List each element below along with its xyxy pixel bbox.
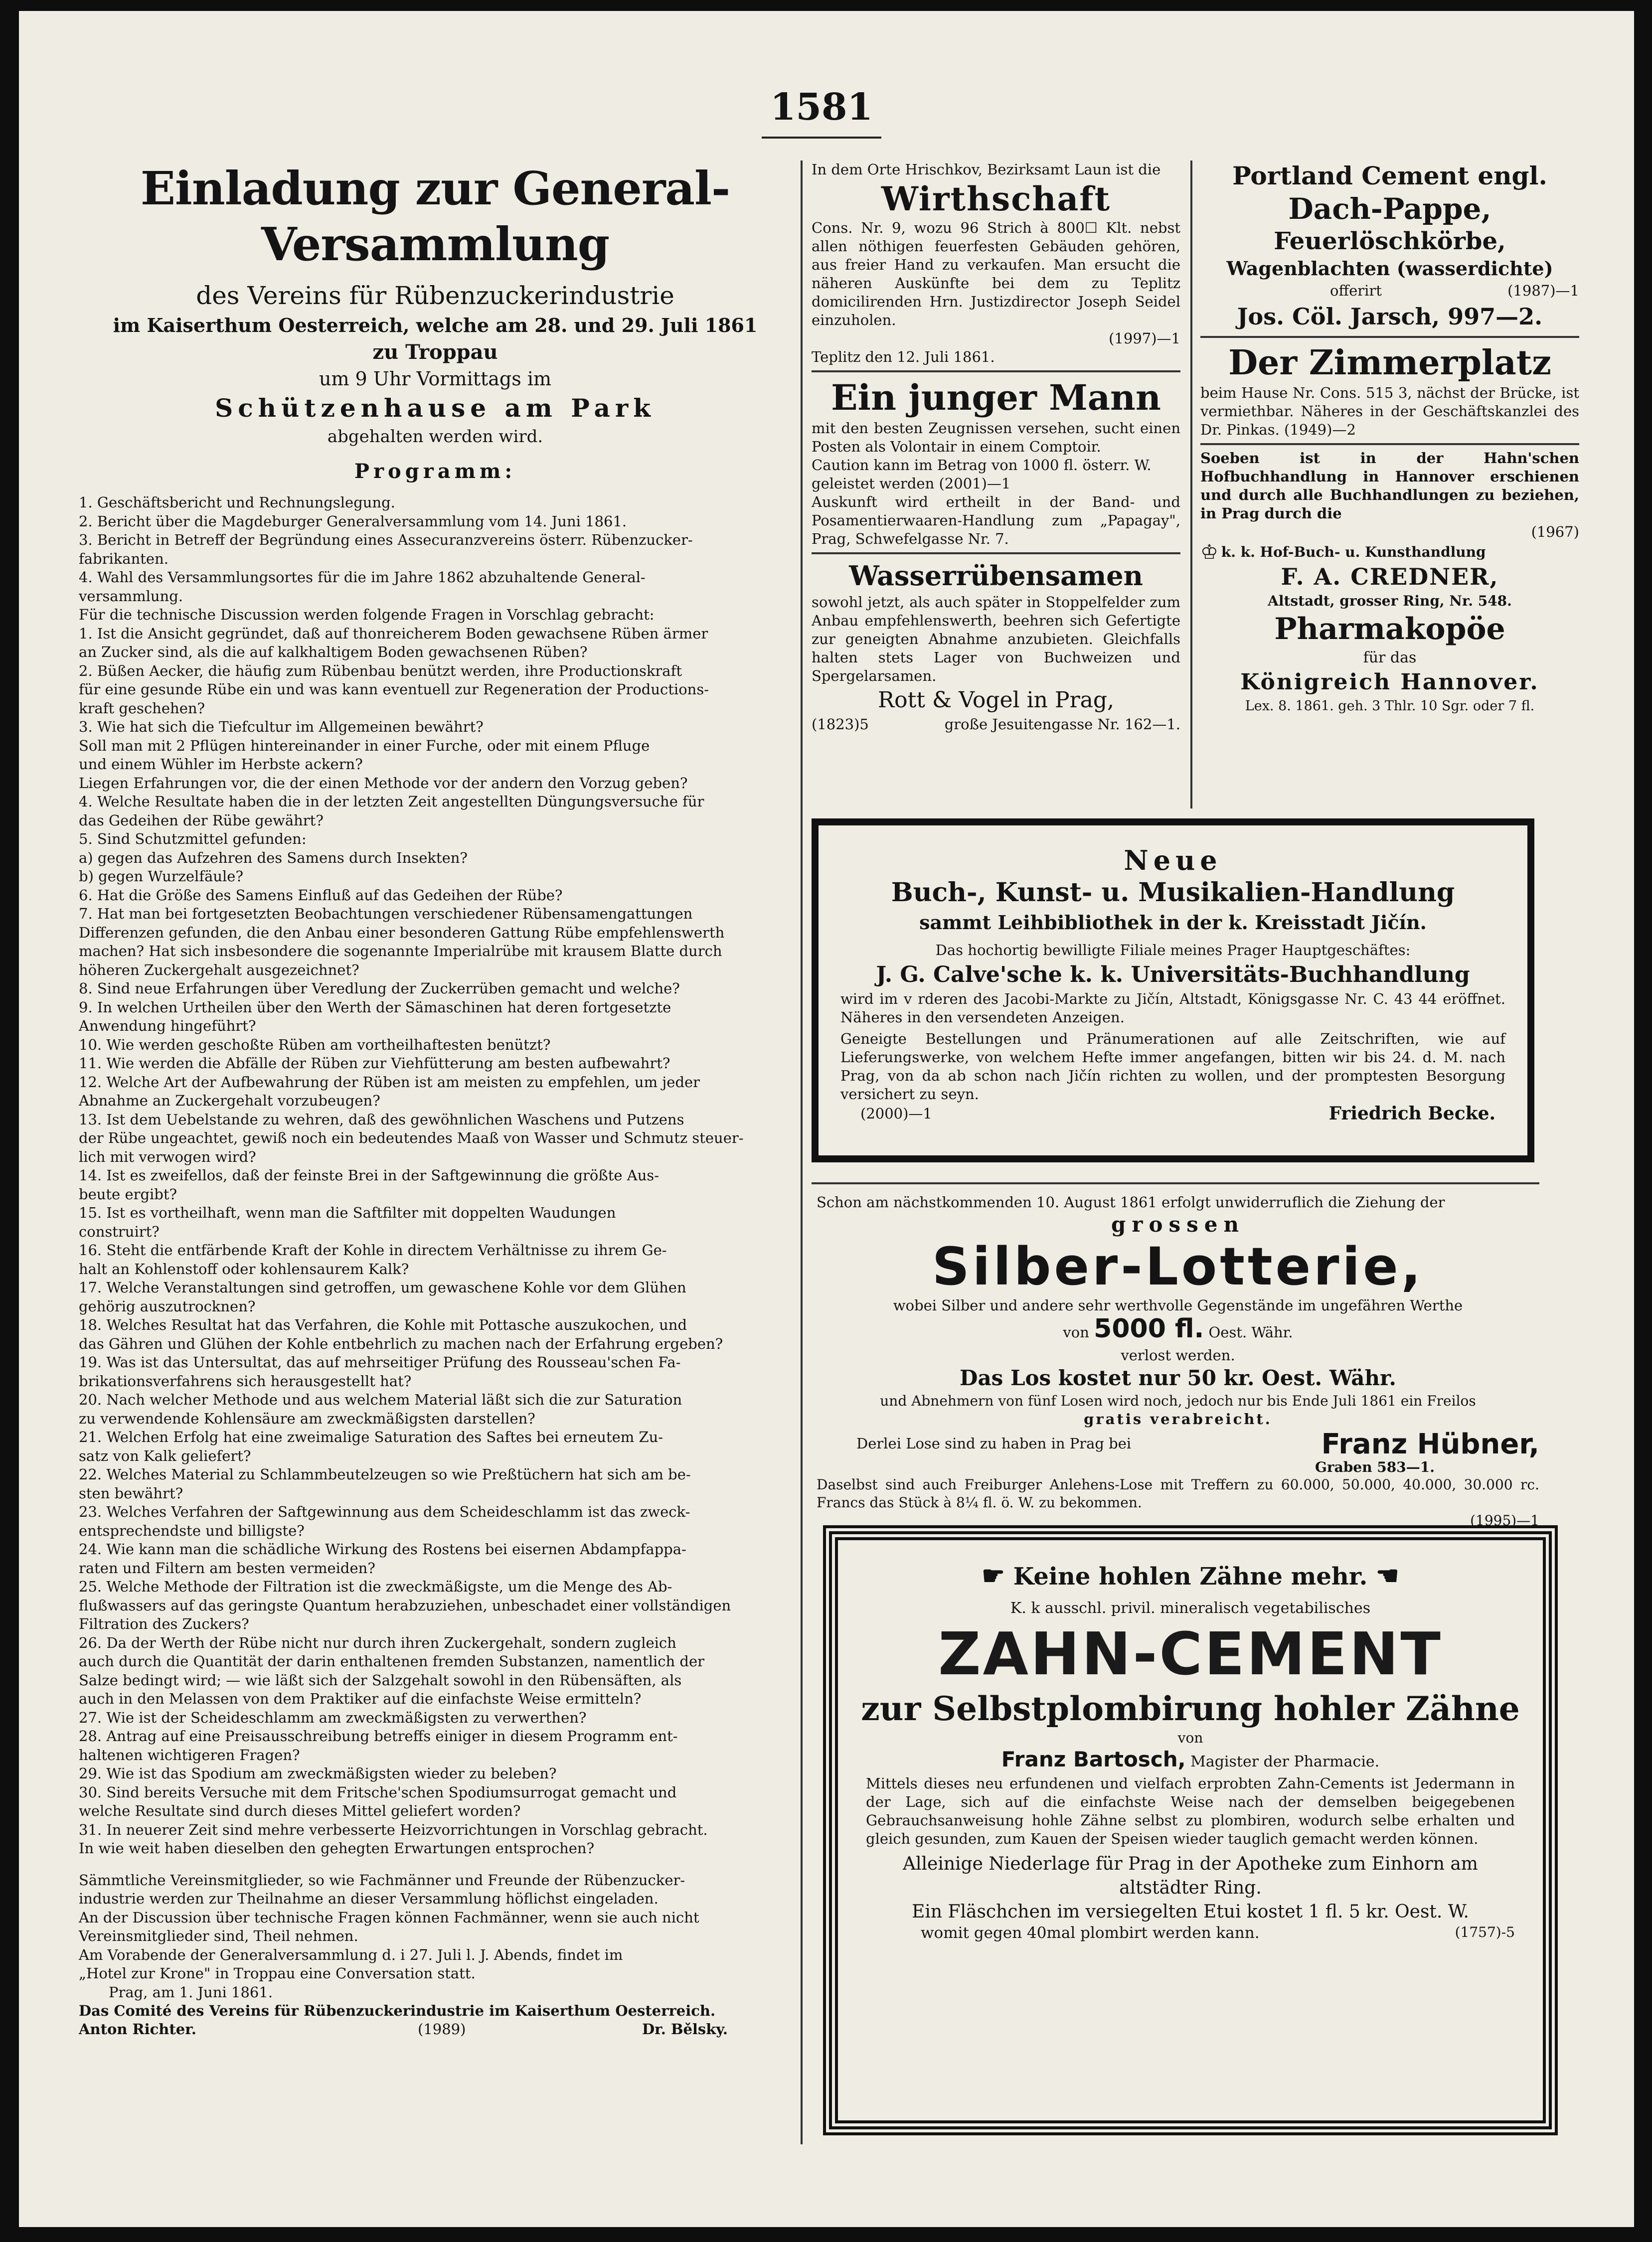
- cement-ad-line1: Portland Cement engl.: [1232, 161, 1547, 190]
- lottery-vendor-address: Graben 583—1.: [1315, 1459, 1435, 1475]
- signature-row: [79, 2020, 792, 2040]
- pharma-ad-price: Lex. 8. 1861. geh. 3 Thlr. 10 Sgr. oder 7 fl.: [1245, 698, 1535, 714]
- text-line: 3. Bericht in Betreff der Begründung eines Assecuranzvereins österr. Rübenzucker-: [79, 531, 693, 548]
- lottery-price: Das Los kostet nur 50 kr. Oest. Währ.: [960, 1366, 1396, 1390]
- page-number-rule: [762, 137, 881, 139]
- text-line: der Rübe ungeachtet, gewiß noch ein bedeutendes Maaß von Wasser und Schmutz steuer-: [79, 1129, 744, 1146]
- text-line: 19. Was ist das Untersultat, das auf mehrseitiger Prüfung des Rousseau'schen Fa-: [79, 1354, 681, 1371]
- lottery-value-row: [817, 1315, 1539, 1346]
- text-line: 30. Sind bereits Versuche mit dem Fritsche'schen Spodiumsurrogat gemacht und: [79, 1783, 677, 1801]
- text-line: 15. Ist es vortheilhaft, wenn man die Saftfilter mit doppelten Waudungen: [79, 1204, 616, 1221]
- room-ad-heading: Der Zimmerplatz: [1228, 343, 1551, 383]
- seed-ad-firm: Rott & Vogel in Prag,: [877, 687, 1115, 713]
- text-line: höheren Zuckergehalt ausgezeichnet?: [79, 961, 359, 978]
- text-line: 8. Sind neue Erfahrungen über Veredlung der Zuckerrüben gemacht und welche?: [79, 980, 680, 997]
- text-line: In wie weit haben dieselben den gehegten Erwartungen entsprochen?: [79, 1840, 595, 1857]
- tooth-ad-heading: Keine hohlen Zähne mehr.: [1013, 1563, 1368, 1591]
- column-rule-left: [801, 160, 803, 2144]
- text-line: 2. Bericht über die Magdeburger Generalversammlung vom 14. Juni 1861.: [79, 512, 627, 530]
- text-line: raten und Filtern am besten vermeiden?: [79, 1559, 375, 1577]
- lottery-verlost: verlost werden.: [1121, 1347, 1235, 1364]
- text-line: 11. Wie werden die Abfälle der Rüben zur Viehfütterung am besten aufbewahrt?: [79, 1055, 670, 1072]
- tooth-ad-maker-row: [856, 1747, 1525, 1774]
- tooth-ad-heading-row: [856, 1560, 1525, 1593]
- cement-ad-line4: Wagenblachten (wasserdichte): [1226, 257, 1553, 280]
- lottery-freiburg: Daselbst sind auch Freiburger Anlehens-Lose mit Treffern zu 60.000, 50.000, 40.000, 30.000 rc. Francs das Stück à 8¼ fl. ö. W. zu bekommen.: [817, 1476, 1539, 1511]
- general-assembly-notice: [79, 160, 792, 2144]
- lottery-title: Silber-Lotterie,: [932, 1236, 1424, 1297]
- tooth-ad-subtitle: zur Selbstplombirung hohler Zähne: [861, 1689, 1520, 1728]
- text-line: gehörig auszutrocknen?: [79, 1297, 256, 1315]
- imperial-eagle-icon: ♔: [1200, 541, 1218, 564]
- pharma-ad-kingdom: Königreich Hannover.: [1240, 669, 1539, 695]
- closing-text: [79, 1871, 792, 1983]
- lottery-currency: Oest. Währ.: [1208, 1324, 1293, 1341]
- text-line: Anwendung hingeführt?: [79, 1017, 256, 1034]
- notice-date: Prag, am 1. Juni 1861.: [109, 1983, 273, 2001]
- ad-divider: [812, 552, 1180, 554]
- farm-ad-code: (1997)—1: [1109, 330, 1180, 347]
- tooth-ad-product: ZAHN-CEMENT: [938, 1619, 1443, 1688]
- cement-ad-offered: offerirt: [1330, 282, 1382, 299]
- text-line: Salze bedingt wird; — wie läßt sich der Salzgehalt sowohl in den Rübensäften, als: [79, 1671, 682, 1689]
- pharma-ad-kk: k. k. Hof-Buch- u. Kunsthandlung: [1221, 544, 1486, 560]
- text-line: 20. Nach welcher Methode und aus welchem Material läßt sich die zur Saturation: [79, 1391, 682, 1408]
- text-line: b) gegen Wurzelfäule?: [79, 868, 244, 885]
- text-line: 21. Welchen Erfolg hat eine zweimalige Saturation des Saftes bei erneutem Zu-: [79, 1429, 663, 1445]
- committee-signature: Das Comité des Vereins für Rübenzuckerindustrie im Kaiserthum Oesterreich.: [79, 2002, 716, 2019]
- text-line: 24. Wie kann man die schädliche Wirkung des Rostens bei eisernen Abdampfappa-: [79, 1541, 686, 1558]
- pharma-ad-code: (1967): [1531, 523, 1579, 540]
- tooth-ad-text: Mittels dieses neu erfundenen und vielfach erprobten Zahn-Cements ist Jedermann in der Lage, sich auf die einfachste Weise nach der demselben beigegebenen Gebrauchsanweisung hohle Zähne selbst zu plombiren, wodurch selbe erhalten und gleich gesunden, zum Kauen der Speisen wieder tauglich gemacht werden können.: [866, 1775, 1515, 1847]
- bookshop-firm: J. G. Calve'sche k. k. Universitäts-Buchhandlung: [876, 962, 1470, 987]
- text-line: für eine gesunde Rübe ein und was kann eventuell zur Regeneration der Productions-: [79, 681, 709, 698]
- text-line: entsprechendste und billigste?: [79, 1522, 305, 1539]
- seed-ad-text: sowohl jetzt, als auch später in Stoppelfelder zum Anbau empfehlenswerth, beehren sich Gefertigte zur geneigten Abnahme anzubieten. Gleichfalls halten stets Lager von Buchweizen und Spergelarsamen.: [812, 594, 1180, 684]
- text-line: Vereinsmitglieder sind, Theil nehmen.: [79, 1927, 358, 1944]
- text-line: 18. Welches Resultat hat das Verfahren, die Kohle mit Pottasche auszukochen, und: [79, 1316, 687, 1333]
- programm-list: [79, 493, 792, 1858]
- lottery-intro: Schon am nächstkommenden 10. August 1861 erfolgt unwiderruflich die Ziehung der: [817, 1194, 1445, 1211]
- lottery-freilos: und Abnehmern von fünf Losen wird noch, jedoch nur bis Ende Juli 1861 ein Freilos: [880, 1393, 1476, 1409]
- pharma-ad-text: Soeben ist in der Hahn'schen Hofbuchhandlung in Hannover erschienen und durch alle Buchhandlungen zu beziehen, in Prag durch die: [1200, 450, 1579, 522]
- notice-venue: Schützenhause am Park: [215, 393, 656, 423]
- text-line: 23. Welches Verfahren der Saftgewinnung aus dem Scheideschlamm ist das zweck-: [79, 1503, 690, 1520]
- text-line: 1. Geschäftsbericht und Rechnungslegung.: [79, 494, 395, 511]
- notice-association: des Vereins für Rübenzuckerindustrie: [196, 281, 674, 310]
- text-line: Soll man mit 2 Pflügen hintereinander in einer Furche, oder mit einem Pfluge: [79, 737, 650, 754]
- ad-divider: [812, 1182, 1539, 1184]
- newspaper-page: [19, 11, 1634, 2227]
- notice-time: um 9 Uhr Vormittags im: [319, 368, 552, 390]
- cement-ad-line2: Dach-Pappe,: [1288, 192, 1491, 226]
- text-line: An der Discussion über technische Fragen können Fachmänner, wenn sie auch nicht: [79, 1909, 699, 1926]
- ad-divider: [812, 370, 1180, 372]
- text-line: 31. In neuerer Zeit sind mehre verbesserte Heizvorrichtungen in Vorschlag gebracht.: [79, 1821, 708, 1838]
- text-line: halt an Kohlenstoff oder kohlensaurem Kalk?: [79, 1260, 409, 1278]
- lottery-prizes: wobei Silber und andere sehr werthvolle Gegenstände im ungefähren Werthe: [893, 1297, 1463, 1314]
- tooth-ad-maker: Franz Bartosch,: [1001, 1747, 1186, 1771]
- text-line: Filtration des Zuckers?: [79, 1615, 249, 1632]
- farm-ad-date: Teplitz den 12. Juli 1861.: [812, 348, 995, 365]
- cement-ad-code: (1987)—1: [1507, 282, 1579, 299]
- text-line: 3. Wie hat sich die Tiefcultur im Allgemeinen bewährt?: [79, 718, 484, 735]
- pharma-ad-firm: F. A. CREDNER,: [1281, 563, 1499, 590]
- column-rule-mid: [1190, 160, 1192, 808]
- text-line: Liegen Erfahrungen vor, die der einen Methode vor der andern den Vorzug geben?: [79, 774, 688, 792]
- bookshop-new: Neue: [1124, 844, 1222, 876]
- notice-held: abgehalten werden wird.: [327, 427, 543, 447]
- bookshop-filiale: Das hochortig bewilligte Filiale meines Prager Hauptgeschäftes:: [935, 942, 1411, 959]
- tooth-ad-privilege: K. k ausschl. privil. mineralisch vegetabilisches: [1010, 1600, 1371, 1617]
- farm-ad-heading: Wirthschaft: [881, 179, 1111, 218]
- text-line: 5. Sind Schutzmittel gefunden:: [79, 830, 307, 847]
- text-line: 22. Welches Material zu Schlammbeutelzeugen so wie Preßtüchern hat sich am be-: [79, 1466, 691, 1483]
- notice-city: zu Troppau: [372, 340, 498, 364]
- signer-belsky: Dr. Bělsky.: [642, 2020, 728, 2038]
- lottery-code: (1995)—1: [1470, 1512, 1539, 1529]
- text-line: Abnahme an Zuckergehalt vorzubeugen?: [79, 1092, 380, 1109]
- text-line: das Gähren und Glühen der Kohle entbehrlich zu machen nach der Erfahrung ergeben?: [79, 1335, 723, 1352]
- text-line: 1. Ist die Ansicht gegründet, daß auf thonreicherem Boden gewachsene Rüben ärmer: [79, 625, 708, 642]
- text-line: a) gegen das Aufzehren des Samens durch Insekten?: [79, 849, 468, 866]
- text-line: Für die technische Discussion werden folgende Fragen in Vorschlag gebracht:: [79, 606, 655, 623]
- text-line: haltenen wichtigeren Fragen?: [79, 1746, 300, 1763]
- text-line: auch durch die Quantität der darin enthaltenen fremden Substanzen, namentlich der: [79, 1653, 704, 1670]
- seed-ad-address: große Jesuitengasse Nr. 162—1.: [944, 716, 1180, 733]
- pharma-ad-kk-row: [1200, 541, 1579, 564]
- text-line: industrie werden zur Theilnahme an dieser Versammlung höflichst eingeladen.: [79, 1890, 659, 1907]
- ad-code: (1989): [418, 2020, 466, 2038]
- middle-ads-column: [812, 160, 1180, 808]
- text-line: 29. Wie ist das Spodium am zweckmäßigsten wieder zu beleben?: [79, 1765, 557, 1782]
- seed-ad-footer: [812, 715, 1180, 734]
- bookshop-sign: Friedrich Becke.: [1328, 1103, 1495, 1124]
- text-line: sten bewährt?: [79, 1484, 183, 1502]
- text-line: versammlung.: [79, 587, 183, 605]
- young-man-info: Auskunft wird ertheilt in der Band- und Posamentierwaaren-Handlung zum „Papagay", Prag, Schwefelgasse Nr. 7.: [812, 493, 1180, 547]
- tooth-ad-times: womit gegen 40mal plombirt werden kann.: [921, 1924, 1260, 1942]
- text-line: auch in den Melassen von dem Praktiker auf die einfachste Weise ermitteln?: [79, 1690, 642, 1707]
- text-line: 25. Welche Methode der Filtration ist die zweckmäßigste, um die Menge des Ab-: [79, 1578, 672, 1595]
- cement-ad-firm: Jos. Cöl. Jarsch, 997—2.: [1237, 303, 1543, 330]
- text-line: 9. In welchen Urtheilen über den Werth der Sämaschinen hat deren fortgesetzte: [79, 998, 671, 1016]
- text-line: 27. Wie ist der Scheideschlamm am zweckmäßigsten zu verwerthen?: [79, 1709, 587, 1726]
- cement-ad-offer: [1200, 281, 1579, 301]
- text-line: Differenzen gefunden, die den Anbau einer besonderen Gattung Rübe empfehlenswerth: [79, 924, 725, 941]
- bookshop-footer: [840, 1104, 1505, 1125]
- text-line: 10. Wie werden geschoßte Rüben am vortheilhaftesten benützt?: [79, 1036, 551, 1053]
- young-man-heading: Ein junger Mann: [831, 377, 1161, 418]
- notice-title: Einladung zur General-Versammlung: [140, 161, 730, 271]
- lottery-grossen: grossen: [1111, 1212, 1245, 1237]
- lottery-vendor: Franz Hübner,: [1321, 1428, 1539, 1460]
- lottery-value: 5000 fl.: [1094, 1314, 1204, 1344]
- tooth-ad-footer: [856, 1924, 1525, 1946]
- text-line: zu verwendende Kohlensäure am zweckmäßigsten darstellen?: [79, 1410, 535, 1427]
- text-line: „Hotel zur Krone" in Troppau eine Conversation statt.: [79, 1965, 476, 1982]
- young-man-text: mit den besten Zeugnissen versehen, sucht einen Posten als Volontair in einem Comptoir.: [812, 420, 1180, 455]
- room-ad-text: beim Hause Nr. Cons. 515 3, nächst der Brücke, ist vermiethbar. Näheres in der Geschäftskanzlei des Dr. Pinkas. (1949)—2: [1200, 384, 1579, 438]
- ad-divider: [1200, 443, 1579, 445]
- pharma-ad-for: für das: [1363, 649, 1417, 666]
- text-line: construirt?: [79, 1223, 160, 1240]
- text-line: flußwassers auf das geringste Quantum herabzuziehen, unbeschadet einer vollständigen: [79, 1597, 731, 1614]
- tooth-ad-depot: Alleinige Niederlage für Prag in der Apotheke zum Einhorn am altstädter Ring.: [903, 1854, 1478, 1898]
- text-line: 14. Ist es zweifellos, daß der feinste Brei in der Saftgewinnung die größte Aus-: [79, 1167, 660, 1184]
- pharma-ad-title: Pharmakopöe: [1274, 612, 1505, 646]
- bookshop-heading: Buch-, Kunst- u. Musikalien-Handlung: [891, 877, 1455, 908]
- text-line: 4. Wahl des Versammlungsortes für die im Jahre 1862 abzuhaltende General-: [79, 569, 646, 586]
- text-line: 13. Ist dem Uebelstande zu wehren, daß des gewöhnlichen Waschens und Putzens: [79, 1111, 684, 1128]
- programm-heading: Programm:: [354, 460, 516, 483]
- pharma-ad-address: Altstadt, grosser Ring, Nr. 548.: [1268, 593, 1512, 609]
- text-line: welche Resultate sind durch dieses Mittel geliefert worden?: [79, 1802, 521, 1819]
- text-line: satz von Kalk geliefert?: [79, 1447, 251, 1464]
- text-line: 28. Antrag auf eine Preisausschreibung betreffs einiger in diesem Programm ent-: [79, 1728, 678, 1745]
- tooth-ad-code: (1757)-5: [1455, 1924, 1515, 1940]
- bookshop-subheading: sammt Leihbibliothek in der k. Kreisstadt Jičín.: [919, 911, 1427, 934]
- farm-ad-intro: In dem Orte Hrischkov, Bezirksamt Laun ist die: [812, 161, 1161, 178]
- text-line: 7. Hat man bei fortgesetzten Beobachtungen verschiedener Rübensamengattungen: [79, 905, 693, 922]
- seed-ad-heading: Wasserrübensamen: [849, 560, 1143, 592]
- ad-divider: [1200, 336, 1579, 338]
- page-number: 1581: [770, 86, 873, 129]
- text-line: kraft geschehen?: [79, 699, 205, 717]
- bookshop-ad-box: [812, 818, 1534, 1162]
- tooth-ad-price: Ein Fläschchen im versiegelten Etui kostet 1 fl. 5 kr. Oest. W.: [912, 1902, 1469, 1922]
- bookshop-orders: Geneigte Bestellungen und Pränumerationen auf alle Zeitschriften, wie auf Lieferungswerke, von welchem Hefte immer angefangen, bitten wir bis 24. d. M. nach Prag, von da ab schon nach Jičín richten zu wollen, und der promptesten Besorgung versichert zu seyn.: [840, 1030, 1505, 1103]
- text-line: 16. Steht die entfärbende Kraft der Kohle in directem Verhältnisse zu ihrem Ge-: [79, 1242, 667, 1259]
- cement-ad-line3: Feuerlöschkörbe,: [1274, 227, 1506, 255]
- text-line: 17. Welche Veranstaltungen sind getroffen, um gewaschene Kohle vor dem Glühen: [79, 1279, 686, 1296]
- tooth-cement-ad-box: [829, 1531, 1552, 2129]
- text-line: 4. Welche Resultate haben die in der letzten Zeit angestellten Düngungsversuche für: [79, 793, 704, 810]
- bookshop-location: wird im v rderen des Jacobi-Markte zu Jičín, Altstadt, Königsgasse Nr. C. 43 44 eröffnet. Näheres in den versendeten Anzeigen.: [840, 990, 1505, 1026]
- text-line: machen? Hat sich insbesondere die sogenannte Imperialrübe mit krausem Blatte durch: [79, 943, 722, 960]
- seed-ad-code: (1823)5: [812, 716, 869, 733]
- bookshop-code: (2000)—1: [860, 1105, 932, 1122]
- text-line: fabrikanten.: [79, 550, 168, 567]
- text-line: 2. Büßen Aecker, die häufig zum Rübenbau benützt werden, ihre Productionskraft: [79, 662, 682, 679]
- text-line: 12. Welche Art der Aufbewahrung der Rüben ist am meisten zu empfehlen, um jeder: [79, 1073, 700, 1091]
- text-line: beute ergibt?: [79, 1185, 177, 1203]
- lottery-gratis: gratis verabreicht.: [1084, 1411, 1272, 1428]
- pointing-hand-icon: ☛: [982, 1561, 1005, 1591]
- text-line: Am Vorabende der Generalversammlung d. i 27. Juli l. J. Abends, findet im: [79, 1946, 623, 1963]
- text-line: 26. Da der Werth der Rübe nicht nur durch ihren Zuckergehalt, sondern zugleich: [79, 1634, 676, 1651]
- notice-dates: im Kaiserthum Oesterreich, welche am 28. und 29. Juli 1861: [113, 314, 758, 336]
- text-line: und einem Wühler im Herbste ackern?: [79, 756, 363, 773]
- text-line: 6. Hat die Größe des Samens Einfluß auf das Gedeihen der Rübe?: [79, 886, 563, 904]
- young-man-caution: Caution kann im Betrag von 1000 fl. österr. W. geleistet werden (2001)—1: [812, 457, 1152, 492]
- text-line: das Gedeihen der Rübe gewährt?: [79, 811, 324, 829]
- tooth-ad-maker-title: Magister der Pharmacie.: [1190, 1753, 1380, 1770]
- text-line: lich mit verwogen wird?: [79, 1148, 256, 1165]
- farm-ad-text: Cons. Nr. 9, wozu 96 Strich à 800☐ Klt. nebst allen nöthigen feuerfesten Gebäuden gehören, aus freier Hand zu verkaufen. Man ersucht die näheren Auskünfte bei dem zu Teplitz domicilirenden Hrn. Justizdirector Joseph Seidel einzuholen.: [812, 219, 1180, 328]
- lottery-vendor-text: Derlei Lose sind zu haben in Prag bei: [856, 1435, 1132, 1452]
- lottery-von: von: [1063, 1324, 1089, 1341]
- right-ads-column: [1200, 160, 1579, 808]
- text-line: an Zucker sind, als die auf kalkhaltigem Boden gewachsenen Rüben?: [79, 643, 588, 660]
- text-line: brikationsverfahrens sich herausgestellt hat?: [79, 1372, 412, 1390]
- text-line: Sämmtliche Vereinsmitglieder, so wie Fachmänner und Freunde der Rübenzucker-: [79, 1871, 685, 1889]
- lottery-ad: [817, 1192, 1539, 1529]
- pointing-hand-icon: ☛: [1376, 1561, 1399, 1591]
- lottery-vendor-row: [817, 1428, 1539, 1459]
- tooth-ad-von: von: [1177, 1730, 1203, 1746]
- signer-richter: Anton Richter.: [79, 2020, 196, 2038]
